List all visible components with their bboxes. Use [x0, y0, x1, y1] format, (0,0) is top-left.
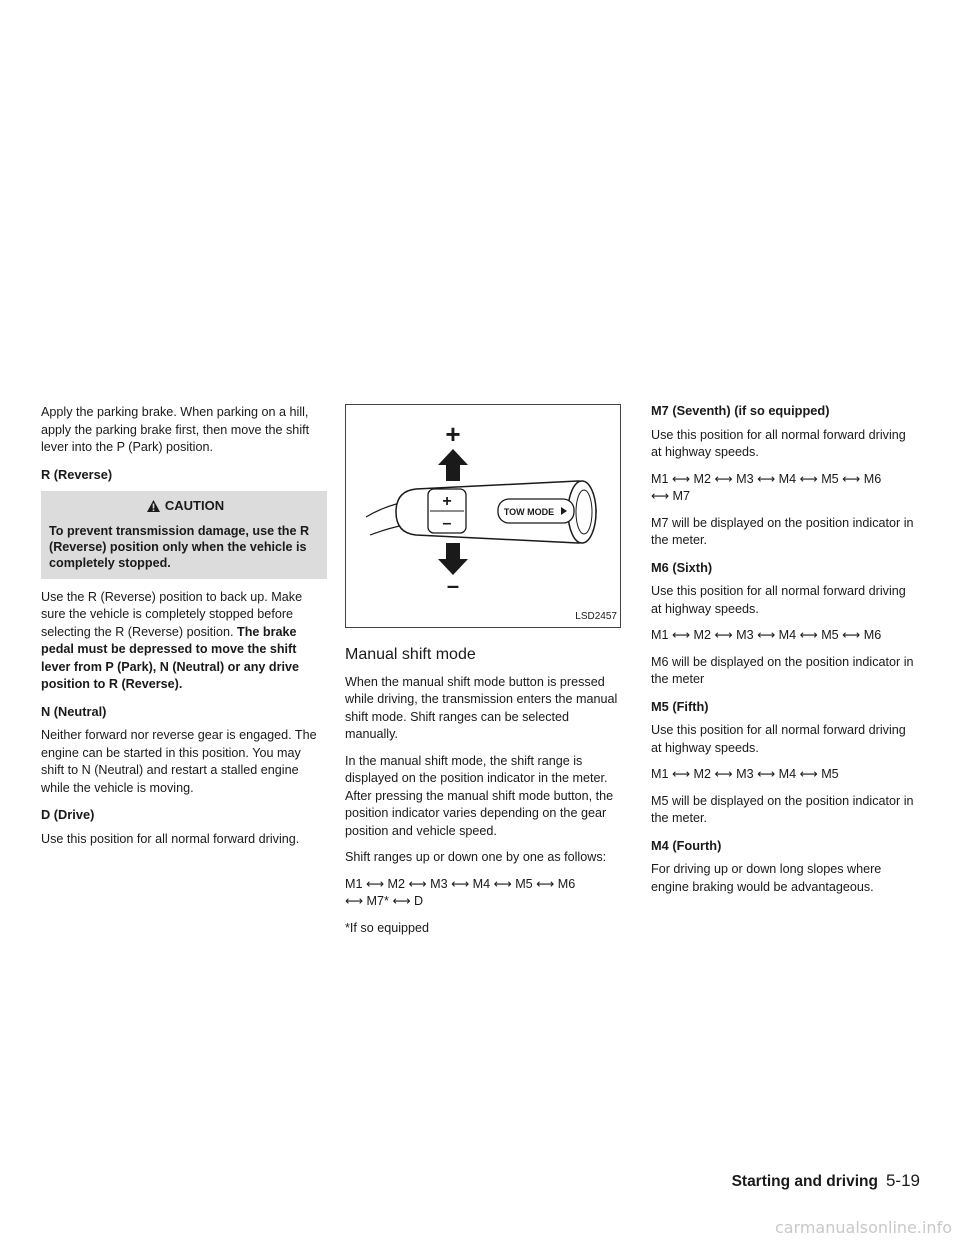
manual-shift-title: Manual shift mode	[345, 646, 476, 663]
m5-display: M5 will be displayed on the position indicator in the meter.	[651, 793, 914, 825]
middle-column	[345, 404, 621, 946]
reverse-heading: R (Reverse)	[41, 466, 113, 482]
m5-paragraph: Use this position for all normal forward driving at highway speeds.	[651, 723, 906, 755]
reverse-paragraph-bold: The brake pedal must be depressed to move the shift lever from P (Park), N (Neutral) or any drive position to R (Reverse).	[41, 624, 300, 691]
left-column	[41, 404, 327, 857]
shift-lever-figure	[345, 404, 621, 628]
manual-shift-paragraph-3: Shift ranges up or down one by one as follows:	[345, 850, 607, 864]
m7-sequence	[651, 471, 915, 506]
equipped-note: *If so equipped	[345, 920, 430, 935]
shift-sequence	[345, 876, 621, 911]
warning-icon	[146, 499, 161, 513]
m5-heading: M5 (Fifth)	[651, 698, 709, 714]
m7-sequence-line-1: M1 ⟷ M2 ⟷ M3 ⟷ M4 ⟷ M5 ⟷ M6	[651, 471, 882, 486]
m6-paragraph: Use this position for all normal forward driving at highway speeds.	[651, 584, 906, 616]
reverse-paragraph	[41, 589, 327, 694]
m6-heading: M6 (Sixth)	[651, 559, 713, 575]
right-column	[651, 402, 915, 905]
drive-heading: D (Drive)	[41, 807, 95, 822]
manual-shift-paragraph-1: When the manual shift mode button is pressed while driving, the transmission enters the manual shift mode. Shift ranges can be selected manually.	[345, 674, 618, 741]
m4-paragraph: For driving up or down long slopes where engine braking would be advantageous.	[651, 862, 882, 894]
page-number: 5-19	[885, 1171, 920, 1190]
neutral-paragraph: Neither forward nor reverse gear is engaged. The engine can be started in this position. You may shift to N (Neutral) and restart a stalled engine while the vehicle is moving.	[41, 728, 317, 795]
caution-title	[49, 497, 321, 515]
drive-paragraph: Use this position for all normal forward driving.	[41, 831, 300, 846]
minus-sign: –	[446, 573, 460, 598]
rocker-minus: –	[442, 515, 452, 532]
m7-paragraph: Use this position for all normal forward driving at highway speeds.	[651, 427, 906, 459]
manual-shift-paragraph-2: In the manual shift mode, the shift range is displayed on the position indicator in the meter. After pressing the manual shift mode button, the position indicator varies depending on the gear position and vehicle speed.	[345, 753, 614, 838]
shift-lever-illustration	[346, 405, 620, 627]
tow-mode-label: TOW MODE	[503, 507, 555, 517]
m4-heading: M4 (Fourth)	[651, 837, 722, 853]
m6-display: M6 will be displayed on the position indicator in the meter	[651, 654, 914, 686]
rocker-plus: +	[442, 493, 452, 510]
caution-text: To prevent transmission damage, use the R (Reverse) position only when the vehicle is completely stopped.	[49, 523, 310, 570]
footer-section: Starting and driving	[731, 1173, 878, 1190]
watermark: carmanualsonline.info	[774, 1218, 952, 1237]
figure-code: LSD2457	[575, 610, 617, 622]
neutral-heading: N (Neutral)	[41, 703, 107, 719]
page-footer	[732, 1171, 920, 1191]
m6-sequence: M1 ⟷ M2 ⟷ M3 ⟷ M4 ⟷ M5 ⟷ M6	[651, 628, 882, 642]
park-paragraph: Apply the parking brake. When parking on a hill, apply the parking brake first, then move the shift lever into the P (Park) position.	[41, 405, 310, 454]
shift-sequence-line-2: ⟷ M7* ⟷ D	[345, 894, 424, 908]
caution-title-text: CAUTION	[164, 498, 225, 513]
m7-sequence-line-2: ⟷ M7	[651, 489, 691, 503]
shift-sequence-line-1: M1 ⟷ M2 ⟷ M3 ⟷ M4 ⟷ M5 ⟷ M6	[345, 876, 576, 891]
caution-box	[41, 491, 327, 579]
m7-heading: M7 (Seventh) (if so equipped)	[651, 403, 830, 418]
up-arrow-icon	[438, 449, 468, 481]
plus-sign: +	[445, 419, 461, 449]
reverse-paragraph-text: Use the R (Reverse) position to back up. Make sure the vehicle is completely stopped before selecting the R (Reverse) position.	[41, 589, 303, 639]
down-arrow-icon	[438, 543, 468, 575]
m5-sequence: M1 ⟷ M2 ⟷ M3 ⟷ M4 ⟷ M5	[651, 767, 839, 781]
m7-display: M7 will be displayed on the position indicator in the meter.	[651, 515, 914, 547]
